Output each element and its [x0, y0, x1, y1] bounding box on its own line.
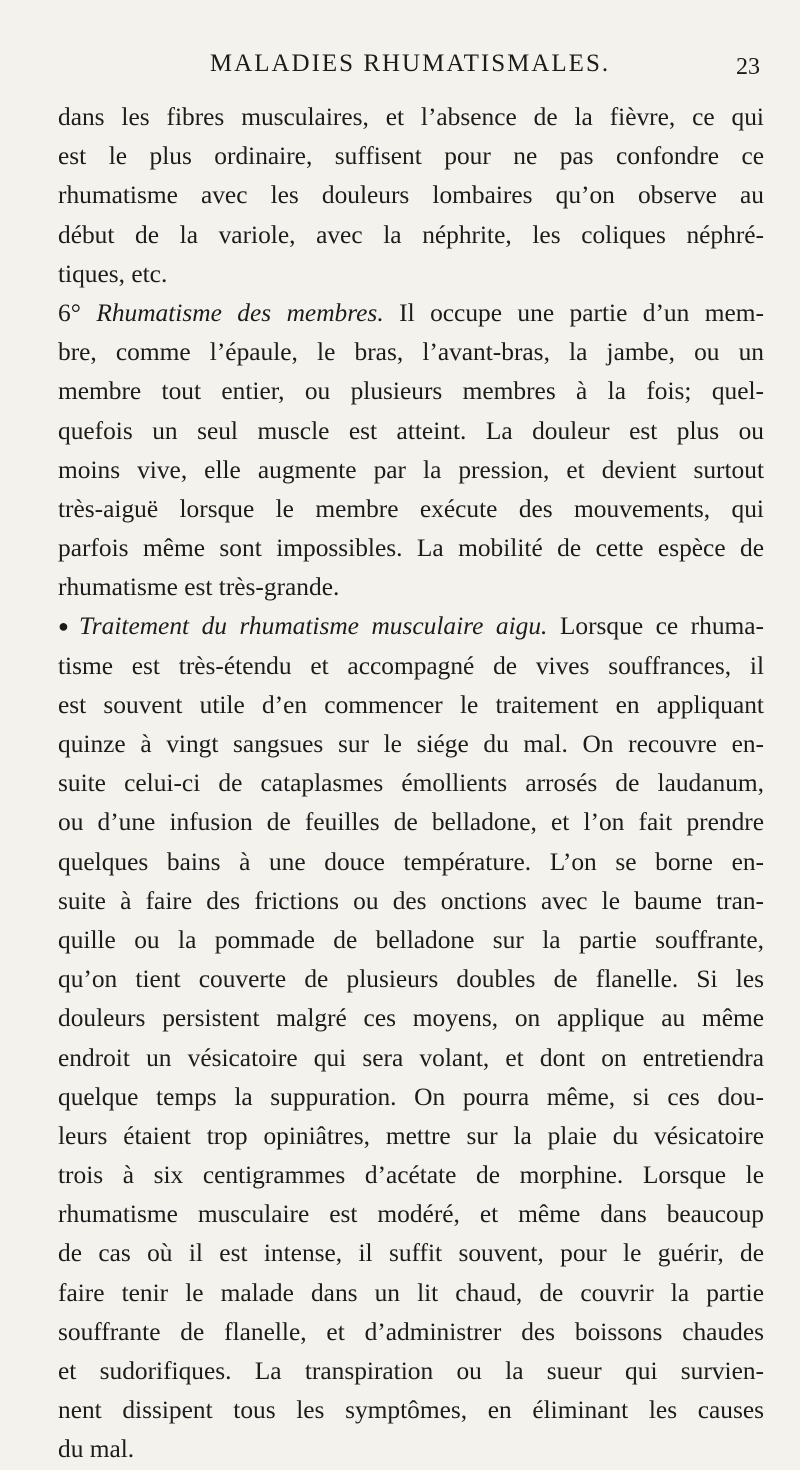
text-line — [58, 568, 764, 607]
line-text: tisme est très-étendu et accompagné de vives souffrances, il — [58, 651, 764, 680]
text-line — [58, 1234, 764, 1273]
line-text: quelque temps la suppuration. On pourra même, si ces dou- — [58, 1082, 764, 1111]
text-line — [58, 764, 764, 803]
text-line — [58, 216, 764, 255]
text-line — [58, 294, 764, 333]
text-line — [58, 1274, 764, 1313]
text-line — [58, 999, 764, 1038]
text-line — [58, 1430, 764, 1469]
line-text: bre, comme l’épaule, le bras, l’avant-bras, la jambe, ou un — [58, 338, 764, 367]
line-text: Il occupe une partie d’un mem- — [383, 298, 765, 327]
text-line — [58, 137, 764, 176]
line-text: Lorsque ce rhuma- — [547, 612, 764, 641]
text-line — [58, 1313, 764, 1352]
text-line — [58, 1117, 764, 1156]
bullet-mark: ● — [58, 616, 76, 637]
text-line — [58, 98, 764, 137]
line-text: rhumatisme est très-grande. — [58, 573, 340, 602]
line-text: dans les fibres musculaires, et l’absence de la fièvre, ce qui — [58, 103, 764, 131]
section-heading: Traitement du rhumatisme musculaire aigu. — [79, 612, 548, 641]
section-heading: Rhumatisme des membres. — [96, 298, 384, 327]
line-text: du mal. — [58, 1435, 135, 1464]
line-text: et sudorifiques. La transpiration ou la sueur qui survien- — [58, 1357, 764, 1385]
text-line — [58, 921, 764, 960]
section-number: 6° — [58, 298, 97, 327]
line-text: de cas où il est intense, il suffit souvent, pour le guérir, de — [58, 1239, 764, 1268]
running-head — [60, 50, 760, 90]
line-text: rhumatisme avec les douleurs lombaires qu’on observe au — [58, 181, 764, 210]
text-line — [58, 1352, 764, 1391]
line-text: ou d’une infusion de feuilles de belladone, et l’on fait prendre — [58, 808, 764, 837]
line-text: tiques, etc. — [58, 259, 168, 288]
text-line — [58, 176, 764, 215]
line-text: quefois un seul muscle est atteint. La douleur est plus ou — [58, 416, 764, 445]
text-line — [58, 529, 764, 568]
line-text: endroit un vésicatoire qui sera volant, et dont on entretiendra — [58, 1043, 764, 1072]
line-text: suite à faire des frictions ou des onctions avec le baume tran- — [58, 886, 764, 915]
line-text: membre tout entier, ou plusieurs membres à la fois; quel- — [58, 377, 764, 406]
page-number: 23 — [736, 54, 760, 80]
text-line — [58, 412, 764, 451]
line-text: leurs étaient trop opiniâtres, mettre sur la plaie du vésicatoire — [58, 1121, 764, 1150]
body-text — [58, 98, 764, 1470]
line-text: rhumatisme musculaire est modéré, et même dans beaucoup — [58, 1200, 764, 1229]
line-text: souffrante de flanelle, et d’administrer des boissons chaudes — [58, 1317, 764, 1346]
line-text: très-aiguë lorsque le membre exécute des mouvements, qui — [58, 494, 764, 523]
text-line — [58, 490, 764, 529]
line-text: quinze à vingt sangsues sur le siége du mal. On recouvre en- — [58, 730, 764, 758]
text-line — [58, 333, 764, 372]
text-line — [58, 843, 764, 882]
text-line — [58, 451, 764, 490]
line-text: quille ou la pommade de belladone sur la partie souffrante, — [58, 925, 764, 954]
text-line — [58, 960, 764, 999]
text-line — [58, 725, 764, 764]
line-text: suite celui-ci de cataplasmes émollients arrosés de laudanum, — [58, 769, 764, 798]
text-line — [58, 1195, 764, 1234]
text-line — [58, 803, 764, 842]
line-text: trois à six centigrammes d’acétate de morphine. Lorsque le — [58, 1161, 764, 1190]
text-line — [58, 1156, 764, 1195]
line-text: début de la variole, avec la néphrite, les coliques néphré- — [58, 220, 764, 249]
line-text: parfois même sont impossibles. La mobilité de cette espèce de — [58, 534, 764, 563]
line-text: moins vive, elle augmente par la pression, et devient surtout — [58, 455, 764, 484]
text-line — [58, 372, 764, 411]
line-text: douleurs persistent malgré ces moyens, on applique au même — [58, 1004, 764, 1033]
line-text: nent dissipent tous les symptômes, en éliminant les causes — [58, 1396, 764, 1425]
line-text: est le plus ordinaire, suffisent pour ne pas confondre ce — [58, 142, 764, 171]
line-text: faire tenir le malade dans un lit chaud, de couvrir la partie — [58, 1278, 764, 1307]
text-line — [58, 1391, 764, 1430]
text-line — [58, 882, 764, 921]
text-line — [58, 1039, 764, 1078]
line-text: est souvent utile d’en commencer le traitement en appliquant — [58, 690, 764, 719]
running-title: MALADIES RHUMATISMALES. — [209, 50, 611, 77]
text-line — [58, 607, 764, 646]
line-text: quelques bains à une douce température. L’on se borne en- — [58, 847, 764, 876]
text-line — [58, 255, 764, 294]
line-text: qu’on tient couverte de plusieurs doubles de flanelle. Si les — [58, 965, 764, 994]
text-line — [58, 686, 764, 725]
text-line — [58, 1078, 764, 1117]
text-line — [58, 647, 764, 686]
